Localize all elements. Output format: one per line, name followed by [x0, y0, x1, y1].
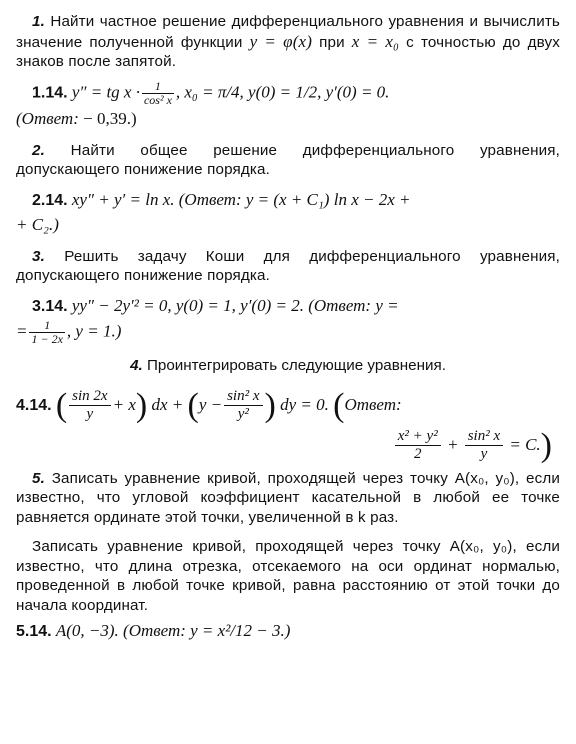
task-number: 3.14. [32, 297, 68, 315]
task-2-14 [16, 188, 560, 213]
fraction: $\frac{\text{sin² x}}{\text{y²}}$ [224, 388, 262, 423]
task-3-14-answer [16, 319, 560, 346]
task-equation: yy″ − 2y′² = 0, y(0) = 1, y′(0) = 2. [71, 295, 304, 315]
problem-number: 5. [32, 469, 45, 487]
term: dy = 0. [280, 394, 329, 414]
problem-5 [16, 469, 560, 528]
answer-start: y = [375, 295, 399, 315]
answer-label: Ответ: [344, 394, 402, 414]
problem-4 [16, 356, 560, 376]
answer-value: − 0,39.) [83, 108, 137, 128]
term: y − [198, 394, 223, 414]
problem-number: 4. [130, 356, 143, 374]
problem-text-at: при [319, 33, 345, 51]
task-number: 2.14. [32, 191, 68, 209]
task-equation: y″ = tg x · [71, 81, 140, 101]
fraction: $\frac{\text{x² + y²}}{2}$ [395, 428, 441, 463]
fraction: $\frac{1}{1 - 2x}$ [31, 317, 63, 346]
term: + [446, 434, 459, 454]
task-2-14-answer-tail [16, 213, 560, 237]
task-point: A(0, −3). [55, 621, 119, 640]
answer-tail: + C₂.) [16, 214, 59, 234]
task-4-14-answer: $\frac{\text{x² + y²}}{2}$ + $\frac{\text{sin² x}}{y}$ = C.) [16, 425, 560, 465]
task-3-14 [16, 294, 560, 319]
problem-number: 1. [32, 13, 45, 30]
term: = C. [509, 434, 541, 454]
problem-3 [16, 247, 560, 286]
problem-text: Записать уравнение кривой, проходящей через точку A(x₀, y₀), если известно, что длина отрезка, отсекаемого на оси ординат нормалью, проведенной в любой точке кривой, равна расстоянию от этой точки до начала координат. [16, 538, 560, 614]
fraction: $\frac{\sin 2x}{y}$ [69, 388, 110, 423]
problem-2 [16, 141, 560, 180]
problem-number: 2. [32, 141, 45, 159]
problem-text: Решить задачу Коши для дифференциального уравнения, допускающего понижение порядка. [16, 247, 560, 284]
task-4-14: 4.14. ( $\frac{\sin 2x}{y}$ + x) dx + (y − $\frac{\text{sin² x}}{\text{y²}}$ ) dy = 0. (Ответ: [16, 386, 402, 424]
task-5-14 [16, 619, 560, 644]
problem-5-variant [16, 537, 560, 615]
answer-label: (Ответ: [178, 189, 242, 209]
task-1-14 [16, 80, 560, 107]
problem-number: 3. [32, 247, 45, 265]
fraction: $\frac{\text{sin² x}}{y}$ [465, 428, 503, 463]
answer-eq: = [16, 320, 28, 340]
answer-label: (Ответ: [123, 621, 186, 640]
problem-text: Найти общее решение дифференциального уравнения, допускающего понижение порядка. [16, 141, 560, 178]
fraction: $\frac{1}{\text{cos² x}}$ [143, 78, 172, 107]
problem-text: Проинтегрировать следующие уравнения. [146, 356, 446, 374]
term: dx + [151, 394, 184, 414]
answer-value: y = (x + C₁) ln x − 2x + [245, 189, 411, 209]
problem-text-rest: с точностью до двух знаков после запятой. [16, 33, 560, 70]
answer-label: (Ответ: [308, 295, 372, 315]
task-number: 5.14. [16, 623, 52, 640]
condition-expression: x = x₀ [351, 31, 400, 51]
task-conditions: , x₀ = π/4, y(0) = 1/2, y′(0) = 0. [175, 81, 390, 101]
task-1-14-answer [16, 107, 560, 131]
problem-text: Записать уравнение кривой, проходящей через точку A(x₀, y₀), если известно, что угловой коэффициент касательной в любой ее точке равняется ординате этой точки, увеличенной в k раз. [16, 469, 561, 526]
problem-text: Найти частное решение дифференциального уравнения и вычислить значение полученной функции [16, 13, 560, 51]
answer-tail: , y = 1.) [66, 320, 122, 340]
function-expression: y = φ(x) [249, 31, 313, 51]
problem-1 [16, 12, 560, 72]
task-number: 1.14. [32, 83, 68, 101]
answer-label: (Ответ: [16, 108, 79, 128]
task-number: 4.14. [16, 396, 52, 414]
answer-value: y = x²/12 − 3.) [190, 621, 291, 640]
term: + x [112, 394, 136, 414]
task-equation: xy″ + y′ = ln x. [71, 189, 175, 209]
